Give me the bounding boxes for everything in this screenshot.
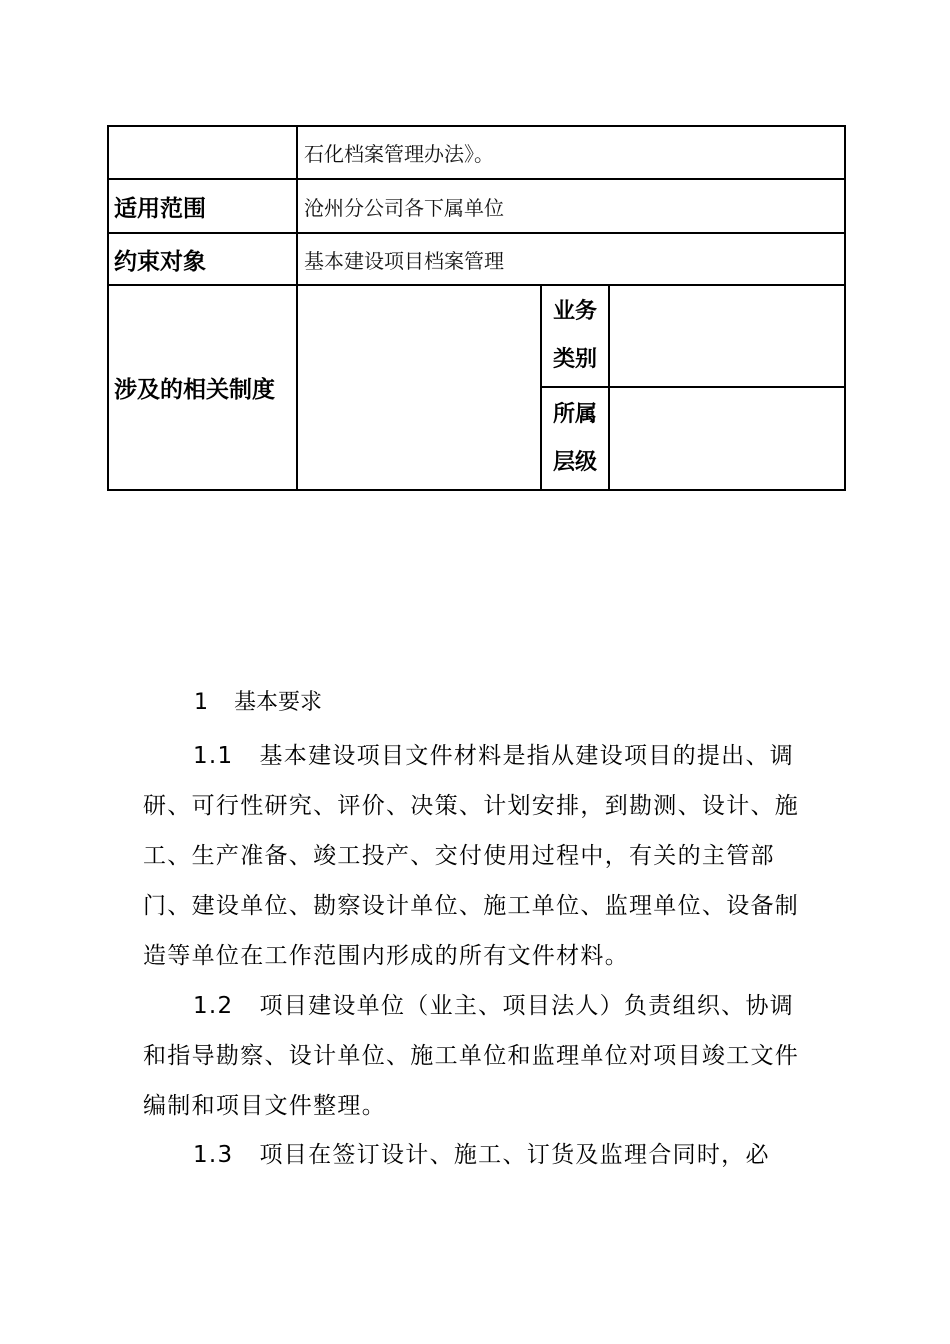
clause-number: 1.3 xyxy=(193,1142,234,1168)
level-value xyxy=(609,387,845,490)
section-heading xyxy=(194,685,322,716)
target-value: 基本建设项目档案管理 xyxy=(297,233,845,285)
table-row xyxy=(108,233,845,285)
clause-number: 1.1 xyxy=(193,743,234,769)
empty-label-cell xyxy=(108,126,297,179)
section-number: 1 xyxy=(194,690,208,715)
clause-text: 项目建设单位（业主、项目法人）负责组织、协调和指导勘察、设计单位、施工单位和监理单位对项目竣工文件编制和项目文件整理。 xyxy=(143,993,800,1119)
table-row xyxy=(108,126,845,179)
paragraph-1-3 xyxy=(143,1130,813,1180)
paragraph-1-1 xyxy=(143,731,813,981)
clause-text: 基本建设项目文件材料是指从建设项目的提出、调研、可行性研究、评价、决策、计划安排，到勘测、设计、施工、生产准备、竣工投产、交付使用过程中，有关的主管部门、建设单位、勘察设计单位、施工单位、监理单位、设备制造等单位在工作范围内形成的所有文件材料。 xyxy=(143,743,800,969)
scope-label: 适用范围 xyxy=(108,179,297,233)
business-category-label xyxy=(541,285,609,387)
scope-value: 沧州分公司各下属单位 xyxy=(297,179,845,233)
business-category-line1: 业务 xyxy=(552,299,597,324)
clause-number: 1.2 xyxy=(193,993,234,1019)
table-row xyxy=(108,285,845,387)
basis-value: 石化档案管理办法》。 xyxy=(297,126,845,179)
level-line2: 层级 xyxy=(552,449,597,475)
level-label xyxy=(541,387,609,490)
paragraph-1-2 xyxy=(143,981,813,1131)
document-info-table xyxy=(107,125,846,491)
clause-text: 项目在签订设计、施工、订货及监理合同时，必 xyxy=(259,1142,770,1168)
related-policies-value xyxy=(297,285,541,490)
business-category-line2: 类别 xyxy=(552,347,597,372)
section-title: 基本要求 xyxy=(234,690,323,715)
business-category-value xyxy=(609,285,845,387)
table-row xyxy=(108,179,845,233)
level-line1: 所属 xyxy=(552,401,597,427)
target-label: 约束对象 xyxy=(108,233,297,285)
related-policies-label: 涉及的相关制度 xyxy=(108,285,297,490)
